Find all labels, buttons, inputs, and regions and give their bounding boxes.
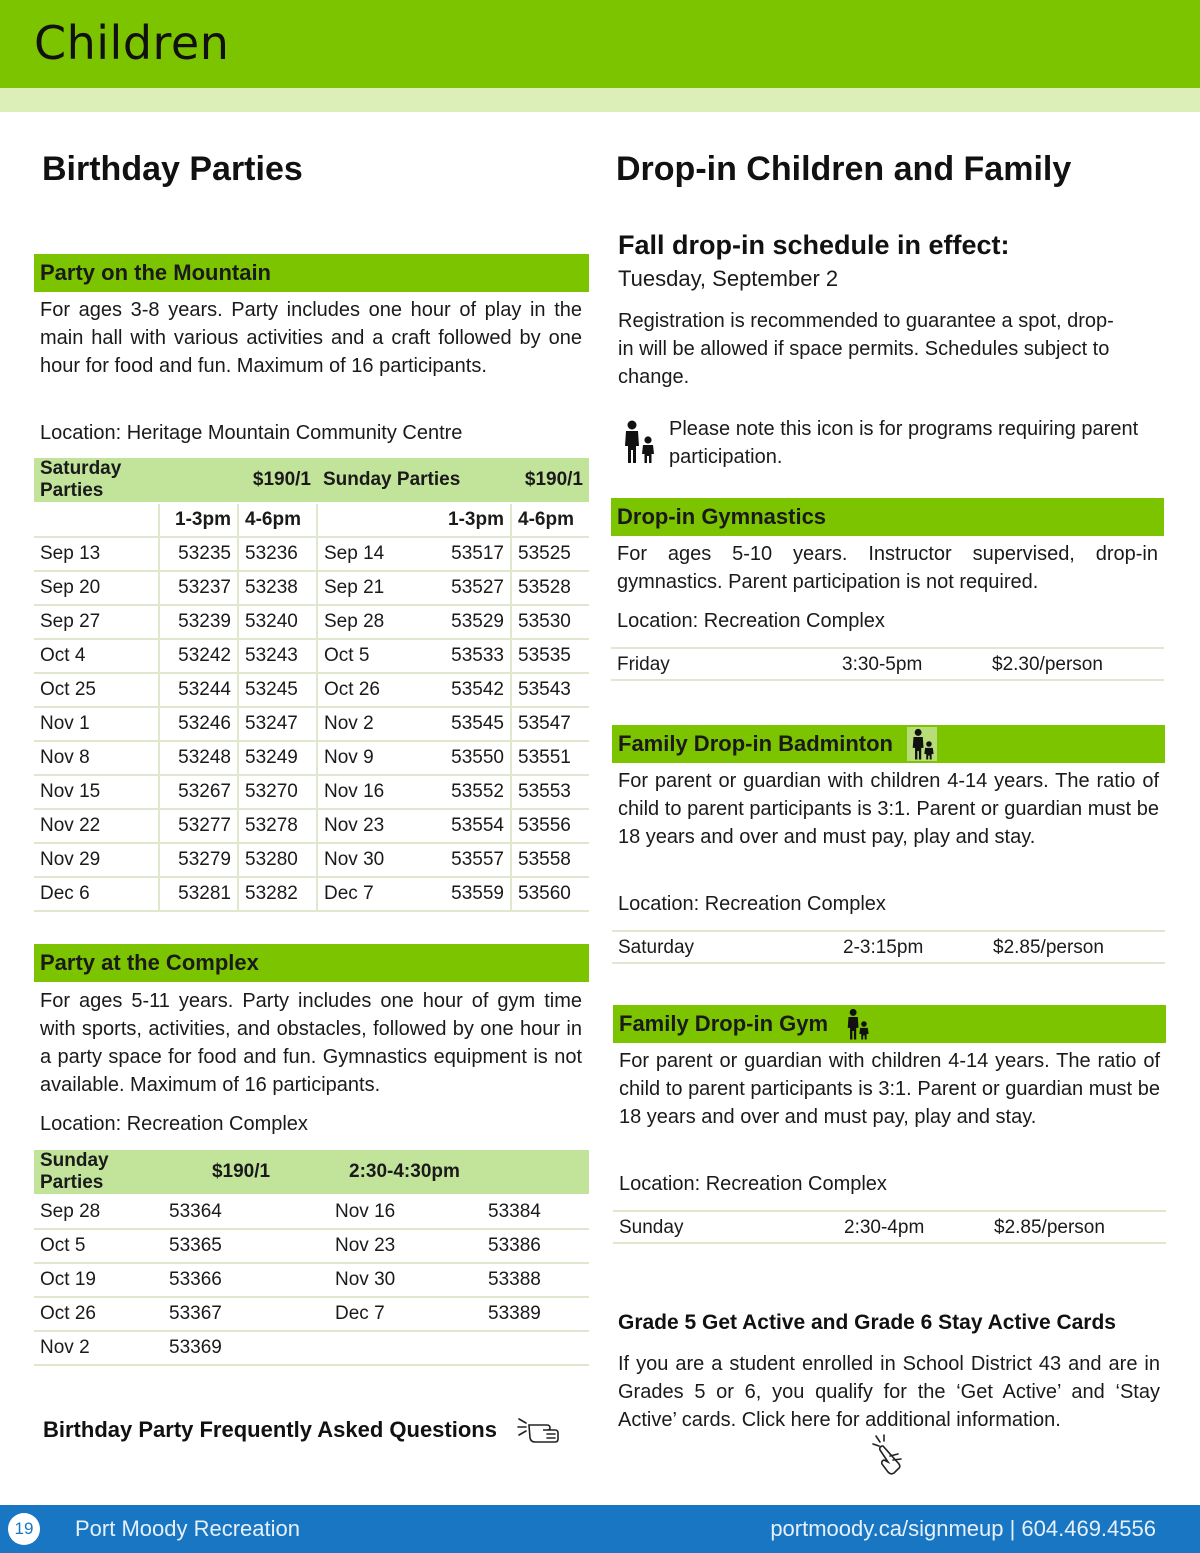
- table-row: [34, 571, 589, 605]
- table-row: [34, 809, 589, 843]
- registration-note: Registration is recommended to guarantee a spot, drop-in will be allowed if space permits. Schedules subject to change.: [618, 310, 1114, 388]
- table-cell: Dec 7: [317, 877, 433, 911]
- table-row: [34, 1331, 589, 1365]
- table-cell: 53279: [159, 843, 238, 877]
- table-cell: 53388: [478, 1263, 589, 1297]
- table-cell: Oct 5: [34, 1229, 163, 1263]
- birthday-parties-title: Birthday Parties: [42, 150, 303, 188]
- table-cell: 53551: [511, 741, 589, 775]
- badminton-day: Saturday: [618, 937, 695, 958]
- table-cell: 53535: [511, 639, 589, 673]
- gym-time: 2:30-4pm: [844, 1217, 925, 1238]
- table-cell: 53244: [159, 673, 238, 707]
- table-cell: Nov 23: [319, 1229, 478, 1263]
- gymnastics-fee: $2.30/person: [992, 654, 1103, 675]
- table-cell: 53237: [159, 571, 238, 605]
- table-cell: Nov 8: [34, 741, 159, 775]
- table-row: [34, 843, 589, 877]
- badminton-heading: [612, 725, 1165, 763]
- table-cell: [319, 1331, 478, 1365]
- table-cell: 53278: [238, 809, 317, 843]
- table-cell: 53558: [511, 843, 589, 877]
- table-cell: 53243: [238, 639, 317, 673]
- badminton-heading-label: Family Drop-in Badminton: [618, 731, 893, 756]
- badminton-time: 2-3:15pm: [843, 937, 924, 958]
- table-cell: 53545: [433, 707, 511, 741]
- table-cell: Nov 29: [34, 843, 159, 877]
- table-cell: Sep 28: [317, 605, 433, 639]
- table-cell: Oct 26: [34, 1297, 163, 1331]
- table-cell: Nov 1: [34, 707, 159, 741]
- table-cell: 53389: [478, 1297, 589, 1331]
- table-cell: Nov 30: [317, 843, 433, 877]
- table-row: [34, 1297, 589, 1331]
- table-row: [34, 775, 589, 809]
- complex-location: Location: Recreation Complex: [40, 1113, 308, 1135]
- sat-time-2: 4-6pm: [238, 503, 317, 537]
- table-cell: 53248: [159, 741, 238, 775]
- page-title: Children: [34, 16, 230, 70]
- table-cell: Nov 2: [34, 1331, 163, 1365]
- table-cell: 53281: [159, 877, 238, 911]
- table-header-row: [34, 1150, 589, 1195]
- gym-fee: $2.85/person: [994, 1217, 1105, 1238]
- gymnastics-day: Friday: [617, 654, 670, 675]
- footer-org: Port Moody Recreation: [75, 1516, 300, 1541]
- gymnastics-heading-label: Drop-in Gymnastics: [617, 504, 827, 529]
- table-cell: 53560: [511, 877, 589, 911]
- table-row: [34, 1195, 589, 1229]
- table-cell: 53277: [159, 809, 238, 843]
- family-icon: [622, 420, 656, 469]
- table-row: [34, 877, 589, 911]
- faq-link[interactable]: [43, 1413, 561, 1449]
- page-number: 19: [8, 1513, 40, 1545]
- badminton-fee-row: [612, 930, 1165, 964]
- badminton-location: Location: Recreation Complex: [618, 893, 886, 915]
- schedule-heading: Fall drop-in schedule in effect:: [618, 230, 1010, 260]
- icon-note: Please note this icon is for programs requiring parent participation.: [669, 418, 1139, 468]
- table-row: [34, 1229, 589, 1263]
- table-row: [34, 605, 589, 639]
- cards-heading: Grade 5 Get Active and Grade 6 Stay Active Cards: [618, 1311, 1116, 1334]
- gymnastics-time: 3:30-5pm: [842, 654, 923, 675]
- table-cell: 53245: [238, 673, 317, 707]
- table-row: [34, 707, 589, 741]
- table-cell: 53542: [433, 673, 511, 707]
- table-cell: 53517: [433, 537, 511, 571]
- complex-heading-label: Party at the Complex: [40, 950, 259, 975]
- table-cell: Dec 7: [319, 1297, 478, 1331]
- table-cell: Nov 16: [319, 1195, 478, 1229]
- table-cell: 53365: [163, 1229, 319, 1263]
- table-cell: 53267: [159, 775, 238, 809]
- table-cell: Oct 25: [34, 673, 159, 707]
- table-cell: 53557: [433, 843, 511, 877]
- table-cell: 53527: [433, 571, 511, 605]
- badminton-fee: $2.85/person: [993, 937, 1104, 958]
- gym-fee-row: [613, 1210, 1166, 1244]
- family-icon: [842, 1007, 872, 1041]
- saturday-parties-label: Saturday Parties: [34, 458, 159, 503]
- table-row: [34, 741, 589, 775]
- table-cell: 53530: [511, 605, 589, 639]
- drop-in-title: Drop-in Children and Family: [616, 150, 1072, 188]
- table-cell: [478, 1331, 589, 1365]
- table-cell: 53369: [163, 1331, 319, 1365]
- table-cell: 53247: [238, 707, 317, 741]
- table-cell: 53556: [511, 809, 589, 843]
- table-cell: Sep 28: [34, 1195, 163, 1229]
- table-cell: 53386: [478, 1229, 589, 1263]
- gymnastics-description: For ages 5-10 years. Instructor supervised, drop-in gymnastics. Parent participation is not required.: [617, 543, 1158, 593]
- gym-description: For parent or guardian with children 4-14 years. The ratio of child to parent participants is 3:1. Parent or guardian must be 18 years and over and must pay, play and stay.: [619, 1050, 1160, 1128]
- table-cell: Sep 27: [34, 605, 159, 639]
- table-cell: 53547: [511, 707, 589, 741]
- sunday-price: $190/1: [511, 458, 589, 503]
- table-row: [34, 639, 589, 673]
- complex-sunday-parties-label: Sunday Parties: [34, 1150, 163, 1195]
- gym-day: Sunday: [619, 1217, 684, 1238]
- table-row: [34, 1263, 589, 1297]
- table-cell: 53528: [511, 571, 589, 605]
- table-cell: 53384: [478, 1195, 589, 1229]
- table-cell: Oct 19: [34, 1263, 163, 1297]
- gym-location: Location: Recreation Complex: [619, 1173, 887, 1195]
- table-cell: 53238: [238, 571, 317, 605]
- table-cell: 53559: [433, 877, 511, 911]
- table-cell: 53525: [511, 537, 589, 571]
- table-cell: Oct 26: [317, 673, 433, 707]
- schedule-date: Tuesday, September 2: [618, 266, 839, 291]
- footer: [0, 1505, 1200, 1553]
- sunday-parties-label: Sunday Parties: [317, 458, 511, 503]
- gymnastics-location: Location: Recreation Complex: [617, 610, 885, 632]
- gym-heading: [613, 1005, 1166, 1043]
- table-row: [34, 537, 589, 571]
- table-cell: Nov 2: [317, 707, 433, 741]
- gymnastics-heading: [611, 498, 1164, 536]
- sat-time-1: 1-3pm: [159, 503, 238, 537]
- table-cell: 53367: [163, 1297, 319, 1331]
- complex-description: For ages 5-11 years. Party includes one hour of gym time with sports, activities, and obstacles, followed by one hour in a party space for food and fun. Gymnastics equipment is not available. Maximum of 16 participants.: [40, 990, 582, 1096]
- table-cell: Nov 30: [319, 1263, 478, 1297]
- header-band-light: [0, 88, 1200, 112]
- table-header-row: [34, 458, 589, 503]
- table-cell: Dec 6: [34, 877, 159, 911]
- table-cell: 53242: [159, 639, 238, 673]
- table-cell: 53366: [163, 1263, 319, 1297]
- table-subheader-row: [34, 503, 589, 537]
- table-cell: Nov 22: [34, 809, 159, 843]
- table-cell: 53282: [238, 877, 317, 911]
- badminton-description: For parent or guardian with children 4-14 years. The ratio of child to parent participants is 3:1. Parent or guardian must be 18 years and over and must pay, play and stay.: [618, 770, 1159, 848]
- table-cell: 53239: [159, 605, 238, 639]
- table-cell: 53550: [433, 741, 511, 775]
- complex-heading: [34, 944, 589, 982]
- sun-time-1: 1-3pm: [433, 503, 511, 537]
- table-cell: 53235: [159, 537, 238, 571]
- footer-contact[interactable]: portmoody.ca/signmeup | 604.469.4556: [770, 1516, 1156, 1541]
- table-cell: Oct 4: [34, 639, 159, 673]
- table-cell: 53270: [238, 775, 317, 809]
- table-cell: 53246: [159, 707, 238, 741]
- table-cell: Nov 9: [317, 741, 433, 775]
- table-cell: Sep 14: [317, 537, 433, 571]
- mountain-heading-label: Party on the Mountain: [40, 260, 271, 285]
- sun-time-2: 4-6pm: [511, 503, 589, 537]
- table-cell: 53249: [238, 741, 317, 775]
- gymnastics-fee-row: [611, 647, 1164, 681]
- table-cell: Sep 20: [34, 571, 159, 605]
- cards-text[interactable]: If you are a student enrolled in School District 43 and are in Grades 5 or 6, you qualify for the ‘Get Active’ and ‘Stay Active’ cards. Click here for additional information.: [618, 1353, 1160, 1431]
- table-cell: Nov 15: [34, 775, 159, 809]
- table-cell: 53552: [433, 775, 511, 809]
- table-cell: 53236: [238, 537, 317, 571]
- pointing-hand-icon[interactable]: [517, 1413, 561, 1449]
- saturday-price: $190/1: [159, 458, 317, 503]
- table-cell: 53533: [433, 639, 511, 673]
- complex-schedule-table: [34, 1150, 589, 1366]
- table-cell: 53554: [433, 809, 511, 843]
- table-cell: 53543: [511, 673, 589, 707]
- family-icon: [907, 727, 937, 761]
- table-cell: Nov 16: [317, 775, 433, 809]
- table-cell: Sep 13: [34, 537, 159, 571]
- table-cell: Sep 21: [317, 571, 433, 605]
- mountain-schedule-table: [34, 458, 589, 912]
- table-cell: 53240: [238, 605, 317, 639]
- table-cell: 53529: [433, 605, 511, 639]
- mountain-location: Location: Heritage Mountain Community Centre: [40, 422, 463, 444]
- mountain-heading: [34, 254, 589, 292]
- complex-time: 2:30-4:30pm: [319, 1150, 589, 1195]
- complex-price: $190/1: [163, 1150, 319, 1195]
- table-cell: Nov 23: [317, 809, 433, 843]
- table-cell: 53280: [238, 843, 317, 877]
- table-cell: Oct 5: [317, 639, 433, 673]
- table-row: [34, 673, 589, 707]
- gym-heading-label: Family Drop-in Gym: [619, 1011, 829, 1036]
- table-cell: 53364: [163, 1195, 319, 1229]
- faq-link-label[interactable]: Birthday Party Frequently Asked Questions: [43, 1416, 497, 1442]
- table-cell: 53553: [511, 775, 589, 809]
- pointing-hand-icon[interactable]: [872, 1434, 914, 1481]
- mountain-description: For ages 3-8 years. Party includes one hour of play in the main hall with various activities and a craft followed by one hour for food and fun. Maximum of 16 participants.: [40, 299, 582, 377]
